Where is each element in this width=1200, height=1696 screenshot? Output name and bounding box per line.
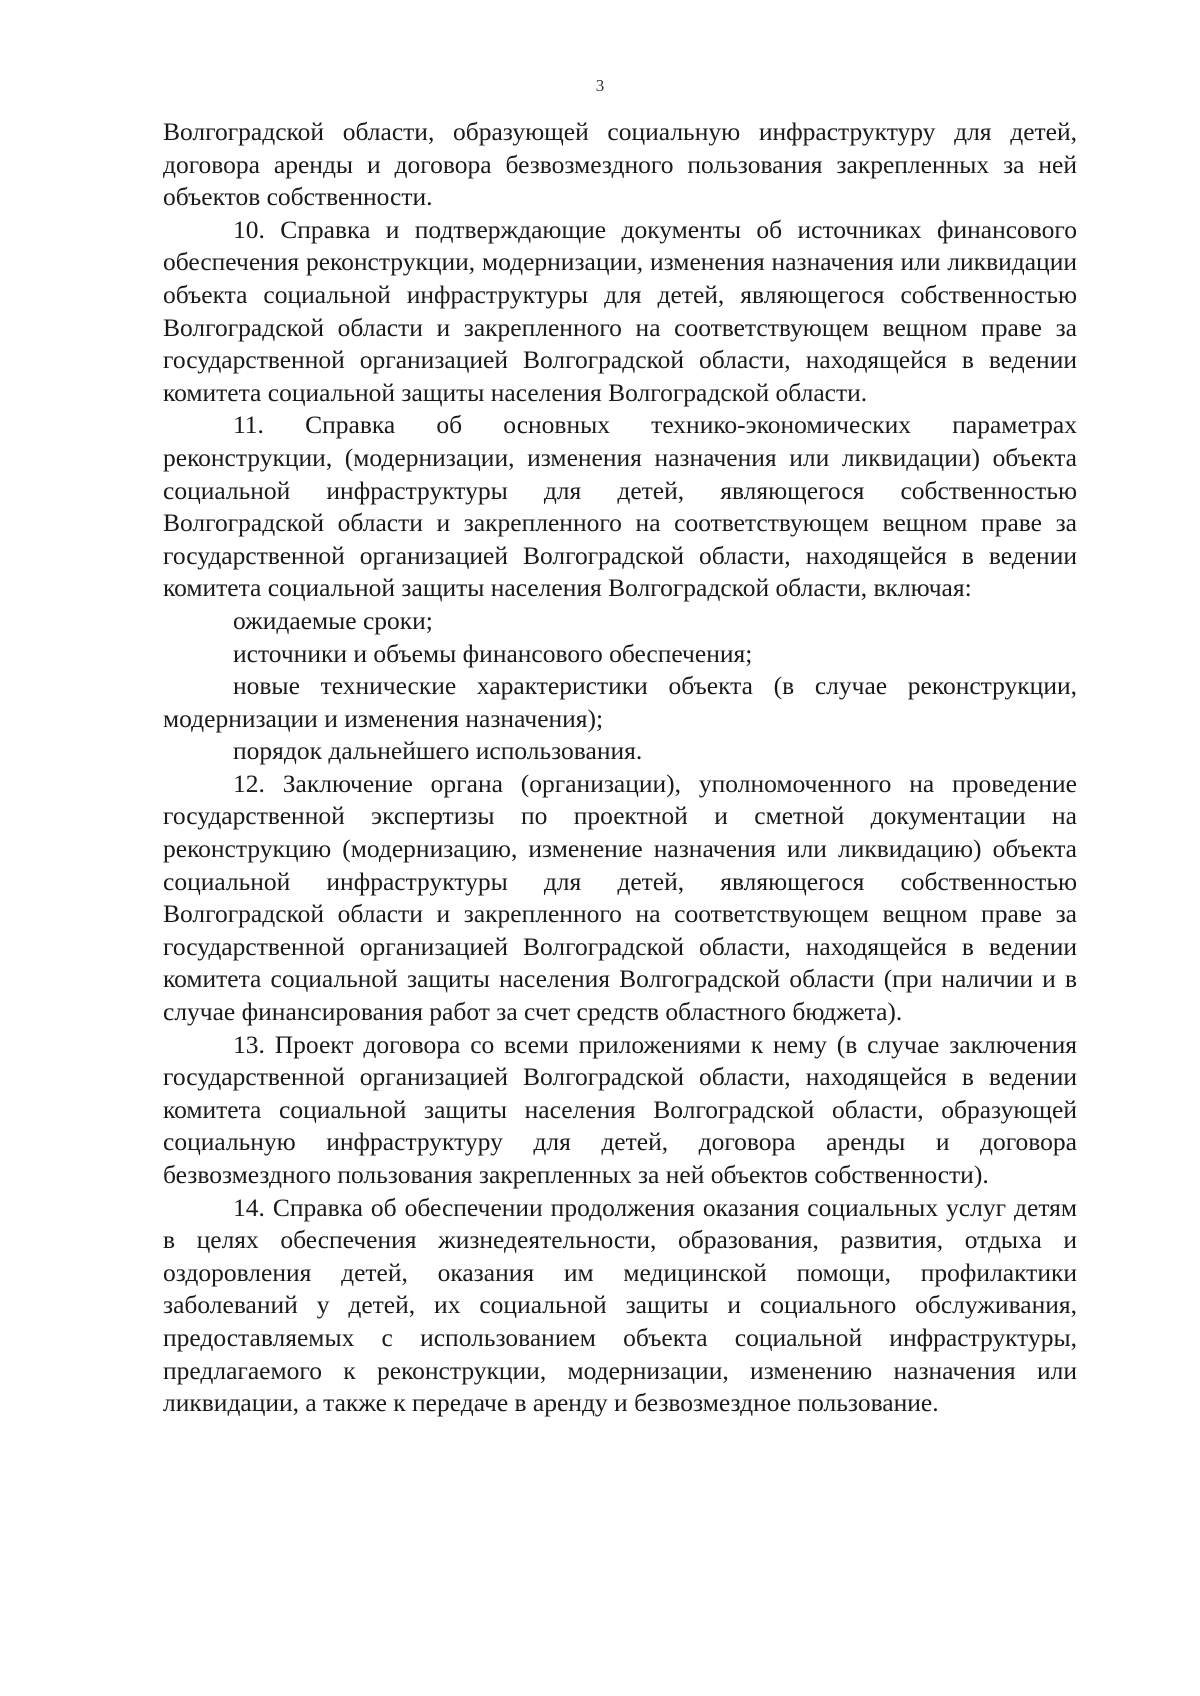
document-body xyxy=(163,116,1077,1420)
paragraph-item-13: 13. Проект договора со всеми приложениями к нему (в случае заключения государственной организацией Волгоградской области, находящейся в ведении комитета социальной защиты населения Волгоградской области, образующей социальную инфраструктуру для детей, договора аренды и договора безвозмездного пользования закрепленных за ней объектов собственности). xyxy=(163,1029,1077,1189)
paragraph-item-14: 14. Справка об обеспечении продолжения оказания социальных услуг детям в целях обеспечения жизнедеятельности, образования, развития, отдыха и оздоровления детей, оказания им медицинской помощи, профилактики заболеваний у детей, их социальной защиты и социального обслуживания, предоставляемых с использованием объекта социальной инфраструктуры, предлагаемого к реконструкции, модернизации, изменению назначения или ликвидации, а также к передаче в аренду и безвозмездное пользование. xyxy=(163,1192,1077,1418)
page-number: 3 xyxy=(595,76,605,95)
list-line-further-use: порядок дальнейшего использования. xyxy=(233,736,643,766)
list-line-funding-sources: источники и объемы финансового обеспечения; xyxy=(233,638,753,668)
list-line-deadlines: ожидаемые сроки; xyxy=(233,605,433,635)
paragraph-item-12: 12. Заключение органа (организации), уполномоченного на проведение государственной экспертизы по проектной и сметной документации на реконструкцию (модернизацию, изменение назначения или ликвидацию) объекта социальной инфраструктуры для детей, являющегося собственностью Волгоградской области и закрепленного на соответствующем вещном праве за государственной организацией Волгоградской области, находящейся в ведении комитета социальной защиты населения Волгоградской области (при наличии и в случае финансирования работ за счет средств областного бюджета). xyxy=(163,768,1077,1027)
list-line-technical-characteristics: новые технические характеристики объекта (в случае реконструкции, модернизации и изменения назначения); xyxy=(163,671,1077,733)
paragraph-continuation: Волгоградской области, образующей социальную инфраструктуру для детей, договора аренды и договора безвозмездного пользования закрепленных за ней объектов собственности. xyxy=(163,117,1077,212)
paragraph-item-11: 11. Справка об основных технико-экономических параметрах реконструкции, (модернизации, изменения назначения или ликвидации) объекта социальной инфраструктуры для детей, являющегося собственностью Волгоградской области и закрепленного на соответствующем вещном праве за государственной организацией Волгоградской области, находящейся в ведении комитета социальной защиты населения Волгоградской области, включая: xyxy=(163,410,1077,603)
paragraph-item-10: 10. Справка и подтверждающие документы об источниках финансового обеспечения реконструкции, модернизации, изменения назначения или ликвидации объекта социальной инфраструктуры для детей, являющегося собственностью Волгоградской области и закрепленного на соответствующем вещном праве за государственной организацией Волгоградской области, находящейся в ведении комитета социальной защиты населения Волгоградской области. xyxy=(163,214,1077,407)
